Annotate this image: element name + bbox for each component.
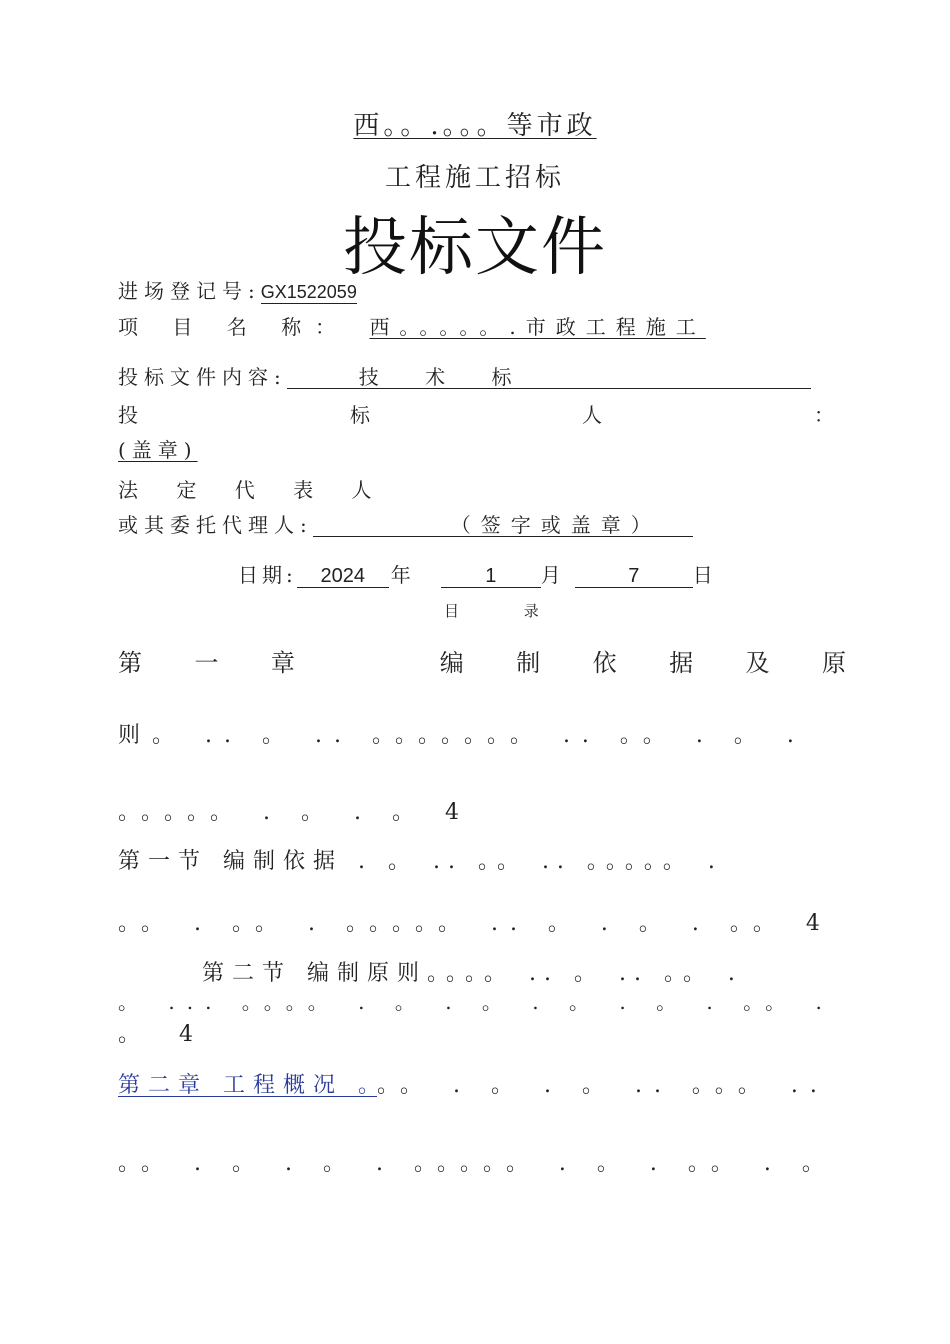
registration-row	[118, 275, 357, 304]
toc-section1-line1: 第一节 编制依据 . 。 .. 。。 .. 。。。。。 .	[118, 849, 723, 874]
doc-title-line1	[0, 105, 950, 142]
toc-chapter1-line3: 。。。。。 . 。 . 。 4	[118, 800, 471, 825]
bidder-seal-text: (盖章)	[118, 438, 198, 462]
bidder-seal	[118, 434, 198, 463]
bidder-char: 人	[582, 403, 602, 427]
toc-chapter2-line1	[118, 1068, 829, 1099]
bidder-char: ：	[814, 403, 834, 427]
toc-chapter2-dots: 。。 . 。 . 。 .. 。。。 ..	[377, 1073, 829, 1098]
project-name-value: 西。。。。。.市政工程施工	[369, 315, 706, 339]
date-month: 1	[441, 565, 541, 588]
toc-char: 制	[516, 649, 541, 677]
legal-rep-line1: 法 定 代 表 人	[118, 478, 388, 502]
toc-chapter2-line2: 。。 . 。 . 。 . 。。。。。 . 。 . 。。 . 。	[118, 1151, 836, 1176]
toc-char: 依	[592, 649, 617, 677]
content-label: 投标文件内容:	[118, 365, 287, 389]
date-month-unit: 月	[540, 563, 565, 587]
date-day-unit: 日	[692, 563, 717, 587]
toc-section2-line1: 第二节 编制原则。。。。 .. 。 .. 。。 .	[202, 961, 743, 986]
toc-section2-line3: 。 4	[118, 1022, 209, 1047]
toc-char: 章	[270, 649, 295, 677]
date-label: 日期:	[238, 563, 297, 587]
doc-title-line2: 工程施工招标	[384, 163, 565, 193]
bidder-char: 投	[118, 403, 138, 427]
content-value: 技 术 标	[287, 366, 811, 389]
project-name-label: 项 目 名 称：	[118, 315, 350, 339]
toc-char: 第	[118, 649, 142, 677]
toc-section1-line2: 。。 . 。。 . 。。。。。 .. 。 . 。 . 。。 4	[118, 911, 832, 936]
toc-char: 及	[745, 649, 770, 677]
toc-section2-line2: 。 ... 。。。。 . 。 . 。 . 。 . 。 . 。。 .	[118, 990, 834, 1014]
title-line1-text: 西。。.。。。等市政	[353, 111, 597, 141]
toc-chapter1-line1	[118, 643, 846, 678]
toc-char: 编	[439, 649, 464, 677]
toc-chapter2-link[interactable]: 第二章 工程概况 。	[118, 1073, 377, 1098]
content-row	[118, 361, 811, 390]
legal-rep-value: （签字或盖章）	[313, 514, 693, 537]
toc-char: 原	[821, 649, 846, 677]
legal-rep-line2	[118, 509, 693, 538]
toc-heading: 目 录	[444, 602, 569, 620]
toc-char: 据	[669, 649, 694, 677]
date-row	[238, 559, 717, 588]
bidder-char: 标	[350, 403, 370, 427]
date-year-unit: 年	[390, 563, 415, 587]
project-name-row	[118, 311, 706, 340]
legal-rep-label: 或其委托代理人:	[118, 513, 313, 537]
date-year: 2024	[297, 565, 389, 588]
doc-title-main: 投标文件	[343, 211, 607, 285]
toc-char: 一	[194, 649, 219, 677]
date-day: 7	[575, 565, 693, 588]
registration-label: 进场登记号:	[118, 279, 261, 303]
bidder-row	[118, 399, 834, 428]
toc-chapter1-line2: 则。 .. 。 .. 。。。。。。。 .. 。。 . 。 .	[118, 723, 806, 748]
registration-value: GX1522059	[260, 282, 357, 302]
